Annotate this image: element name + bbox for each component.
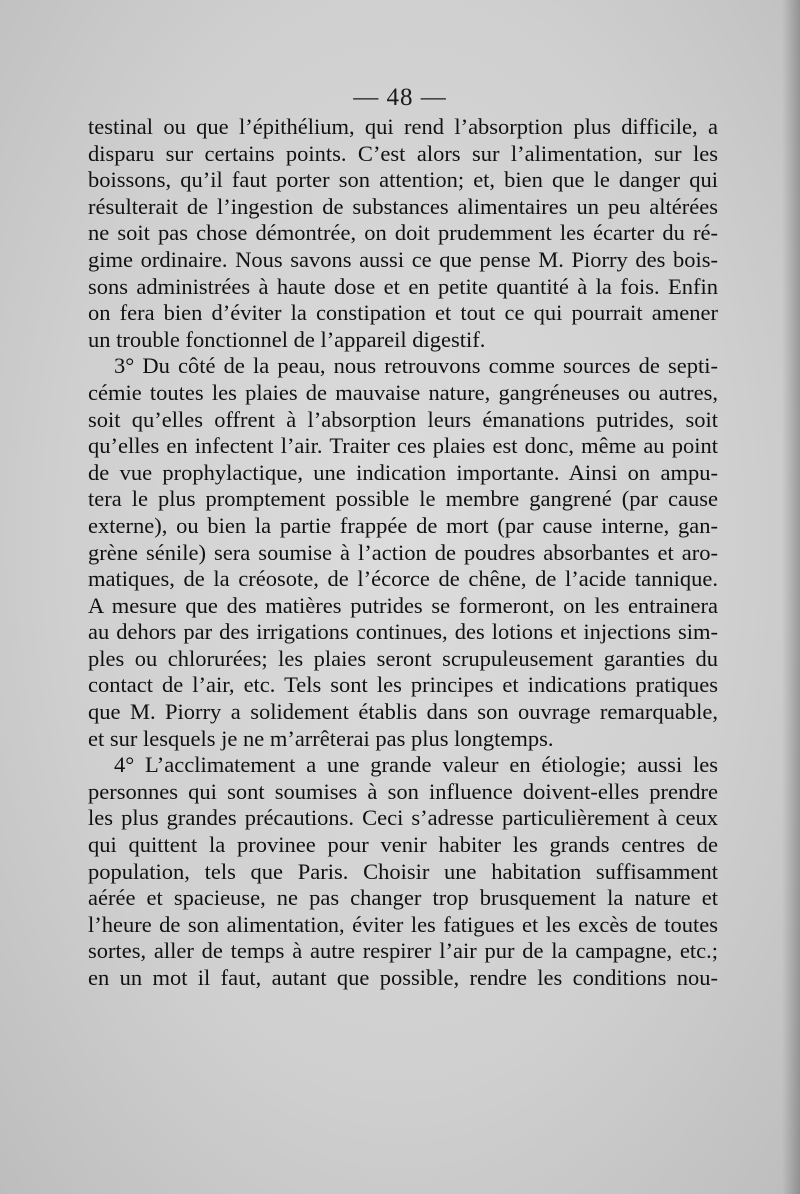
text-line: de vue prophylactique, une indication importante. Ainsi on ampu- (88, 459, 718, 485)
text-line: contact de l’air, etc. Tels sont les principes et indications pratiques (88, 672, 718, 698)
text-line: tera le plus promptement possible le membre gangrené (par cause (88, 486, 718, 512)
text-line: boissons, qu’il faut porter son attention; et, bien que le danger qui (88, 167, 718, 193)
text-line: soit qu’elles offrent à l’absorption leurs émanations putrides, soit (88, 406, 718, 432)
text-line: 3° Du côté de la peau, nous retrouvons comme sources de septi- (114, 353, 718, 379)
text-line: aérée et spacieuse, ne pas changer trop brusquement la nature et (88, 885, 718, 911)
text-line: cémie toutes les plaies de mauvaise nature, gangréneuses ou autres, (88, 379, 718, 405)
text-line: en un mot il faut, autant que possible, rendre les conditions nou- (88, 965, 718, 990)
text-line: les plus grandes précautions. Ceci s’adresse particulièrement à ceux (88, 805, 718, 831)
text-line: ples ou chlorurées; les plaies seront scrupuleusement garanties du (88, 645, 718, 671)
text-line: l’heure de son alimentation, éviter les fatigues et les excès de toutes (88, 911, 718, 937)
text-line: testinal ou que l’épithélium, qui rend l’absorption plus difficile, a (88, 114, 718, 139)
text-line: ne soit pas chose démontrée, on doit prudemment les écarter du ré- (88, 220, 718, 246)
page-edge-shadow (782, 0, 800, 1194)
text-line: et sur lesquels je ne m’arrêterai pas plus longtemps. (88, 725, 554, 751)
text-line: sons administrées à haute dose et en petite quantité à la fois. Enfin (88, 273, 718, 299)
text-line: disparu sur certains points. C’est alors sur l’alimentation, sur les (88, 140, 718, 166)
body-text (88, 114, 718, 992)
text-line: A mesure que des matières putrides se formeront, on les entrainera (88, 592, 718, 618)
text-line: 4° L’acclimatement a une grande valeur en étiologie; aussi les (114, 752, 718, 778)
text-line: externe), ou bien la partie frappée de mort (par cause interne, gan- (88, 512, 718, 538)
text-line: un trouble fonctionnel de l’appareil digestif. (88, 326, 486, 352)
text-line: qu’elles en infectent l’air. Traiter ces plaies est donc, même au point (88, 433, 718, 459)
text-line: grène sénile) sera soumise à l’action de poudres absorbantes et aro- (88, 539, 718, 565)
text-line: gime ordinaire. Nous savons aussi ce que pense M. Piorry des bois- (88, 246, 718, 272)
text-line: personnes qui sont soumises à son influence doivent-elles prendre (88, 778, 718, 804)
text-line: qui quittent la provinee pour venir habiter les grands centres de (88, 832, 718, 858)
page-number: — 48 — (353, 84, 447, 111)
text-line: sortes, aller de temps à autre respirer l’air pur de la campagne, etc.; (88, 938, 718, 964)
text-line: résulterait de l’ingestion de substances alimentaires un peu altérées (88, 193, 718, 219)
text-line: matiques, de la créosote, de l’écorce de chêne, de l’acide tannique. (88, 566, 718, 592)
text-line: que M. Piorry a solidement établis dans son ouvrage remarquable, (88, 699, 718, 725)
text-line: on fera bien d’éviter la constipation et tout ce qui pourrait amener (88, 300, 718, 326)
text-line: au dehors par des irrigations continues, des lotions et injections sim- (88, 619, 718, 645)
text-line: population, tels que Paris. Choisir une habitation suffisamment (88, 858, 718, 884)
